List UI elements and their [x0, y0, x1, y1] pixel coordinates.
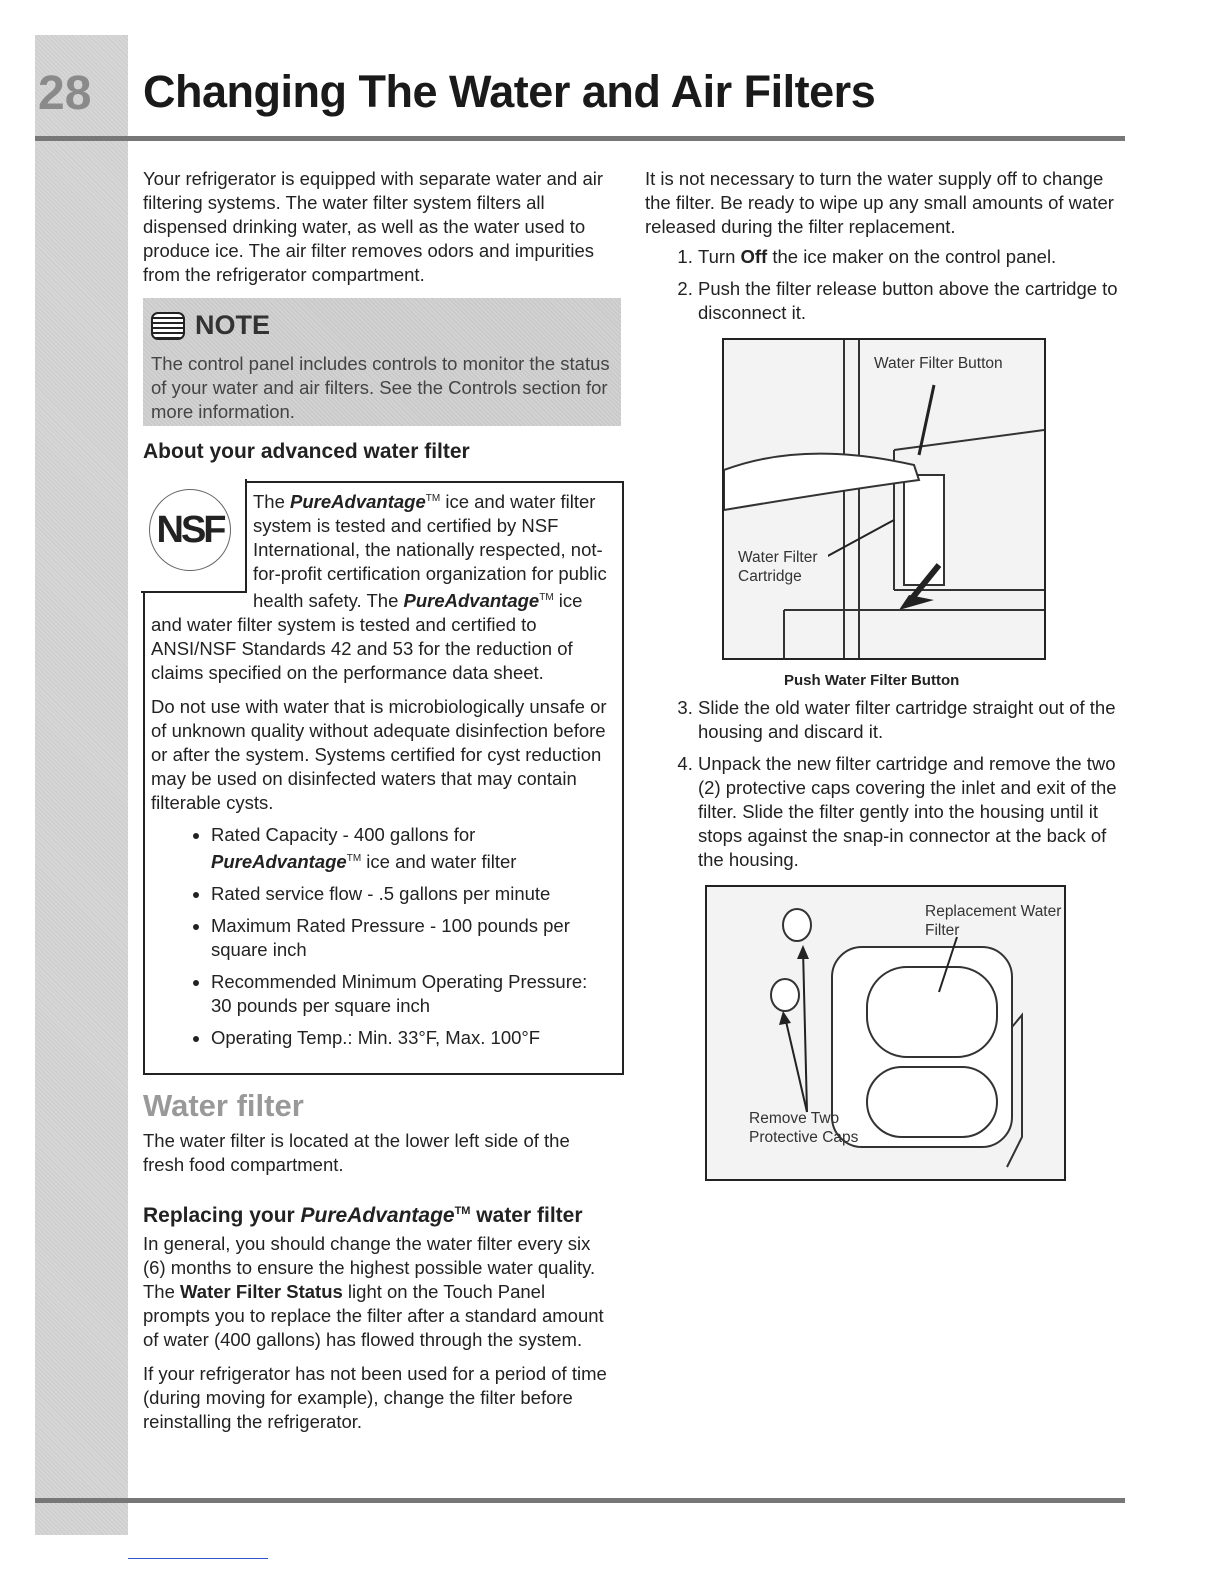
replacing-para-2: If your refrigerator has not been used for a period of time (during moving for example), change the filter before reinstalling the refrigerator. — [143, 1363, 607, 1432]
page-title: Changing The Water and Air Filters — [143, 66, 876, 117]
replacement-filter-figure — [705, 885, 1066, 1181]
spec-list — [151, 823, 613, 1050]
steps-3-4 — [645, 696, 1127, 872]
note-box — [143, 298, 621, 426]
step-4: 4. Unpack the new filter cartridge and remove the two (2) protective caps covering the inlet and exit of the filter. Slide the filter gently into the housing until it stops against the snap-in connector at the back of the housing. — [698, 752, 1127, 872]
logo-spacer — [151, 487, 253, 599]
page-number: 28 — [38, 67, 92, 120]
step-2: 2. Push the filter release button above the cartridge to disconnect it. — [698, 277, 1127, 325]
protective-caps-label: Remove Two Protective Caps — [749, 1110, 859, 1146]
spec-item: • Maximum Rated Pressure - 100 pounds per square inch — [211, 914, 613, 962]
about-para-1: The PureAdvantage™ ice and water filter system is tested and certified by NSF International, the nationally respected, not-for-profit certification organization for public health safety. The PureAdvantage™ ice and water filter system is tested and certified to ANSI/NSF Standards 42 and 53 for the reduction of claims specified on the performance data sheet. — [151, 491, 607, 684]
about-heading: About your advanced water filter — [143, 440, 470, 463]
right-intro: It is not necessary to turn the water supply off to change the filter. Be ready to wipe up any small amounts of water released during the filter replacement. — [645, 168, 1114, 237]
water-filter-text: The water filter is located at the lower left side of the fresh food compartment. — [143, 1130, 570, 1175]
spec-item: • Recommended Minimum Operating Pressure: 30 pounds per square inch — [211, 970, 613, 1018]
replacement-water-filter-label: Replacement Water Filter — [925, 903, 1062, 939]
water-filter-heading: Water filter — [143, 1088, 304, 1123]
nsf-box — [143, 481, 624, 1075]
push-button-illustration — [724, 340, 1044, 658]
water-filter-button-label: Water Filter Button — [874, 355, 1003, 372]
figure-1-caption: Push Water Filter Button — [784, 672, 960, 689]
replacing-heading: Replacing your PureAdvantage™ water filter — [143, 1204, 583, 1227]
spec-item: • Rated service flow - .5 gallons per minute — [211, 882, 613, 906]
footer-line — [128, 1558, 268, 1559]
water-filter-cartridge-label: Water Filter Cartridge — [738, 548, 828, 586]
step-3: 3. Slide the old water filter cartridge straight out of the housing and discard it. — [698, 696, 1127, 744]
step-1: 1. Turn Off the ice maker on the control panel. — [698, 245, 1127, 269]
push-button-figure — [722, 338, 1046, 660]
intro-text: Your refrigerator is equipped with separate water and air filtering systems. The water filter system filters all dispensed drinking water, as well as the water used to produce ice. The air filter removes odors and impurities from the refrigerator compartment. — [143, 168, 604, 285]
steps-1-2 — [645, 245, 1127, 325]
nsf-logo: NSF — [149, 489, 231, 571]
spec-item: • Rated Capacity - 400 gallons for PureAdvantage™ ice and water filter — [211, 823, 613, 874]
note-icon — [151, 312, 185, 340]
note-heading: NOTE — [195, 310, 271, 340]
note-text: The control panel includes controls to monitor the status of your water and air filters. See the Controls section for more information. — [151, 353, 610, 422]
side-band — [35, 35, 128, 1535]
about-para-2: Do not use with water that is microbiologically unsafe or of unknown quality without adequate disinfection before or after the system. Systems certified for cyst reduction may be used on disinfected waters that may contain filterable cysts. — [151, 696, 607, 814]
top-rule — [35, 136, 1125, 141]
bottom-rule — [35, 1498, 1125, 1503]
replacing-para-1: In general, you should change the water filter every six (6) months to ensure the highest possible water quality. The Water Filter Status light on the Touch Panel prompts you to replace the filter after a standard amount of water (400 gallons) has flowed through the system. — [143, 1233, 604, 1350]
spec-item: • Operating Temp.: Min. 33°F, Max. 100°F — [211, 1026, 613, 1050]
